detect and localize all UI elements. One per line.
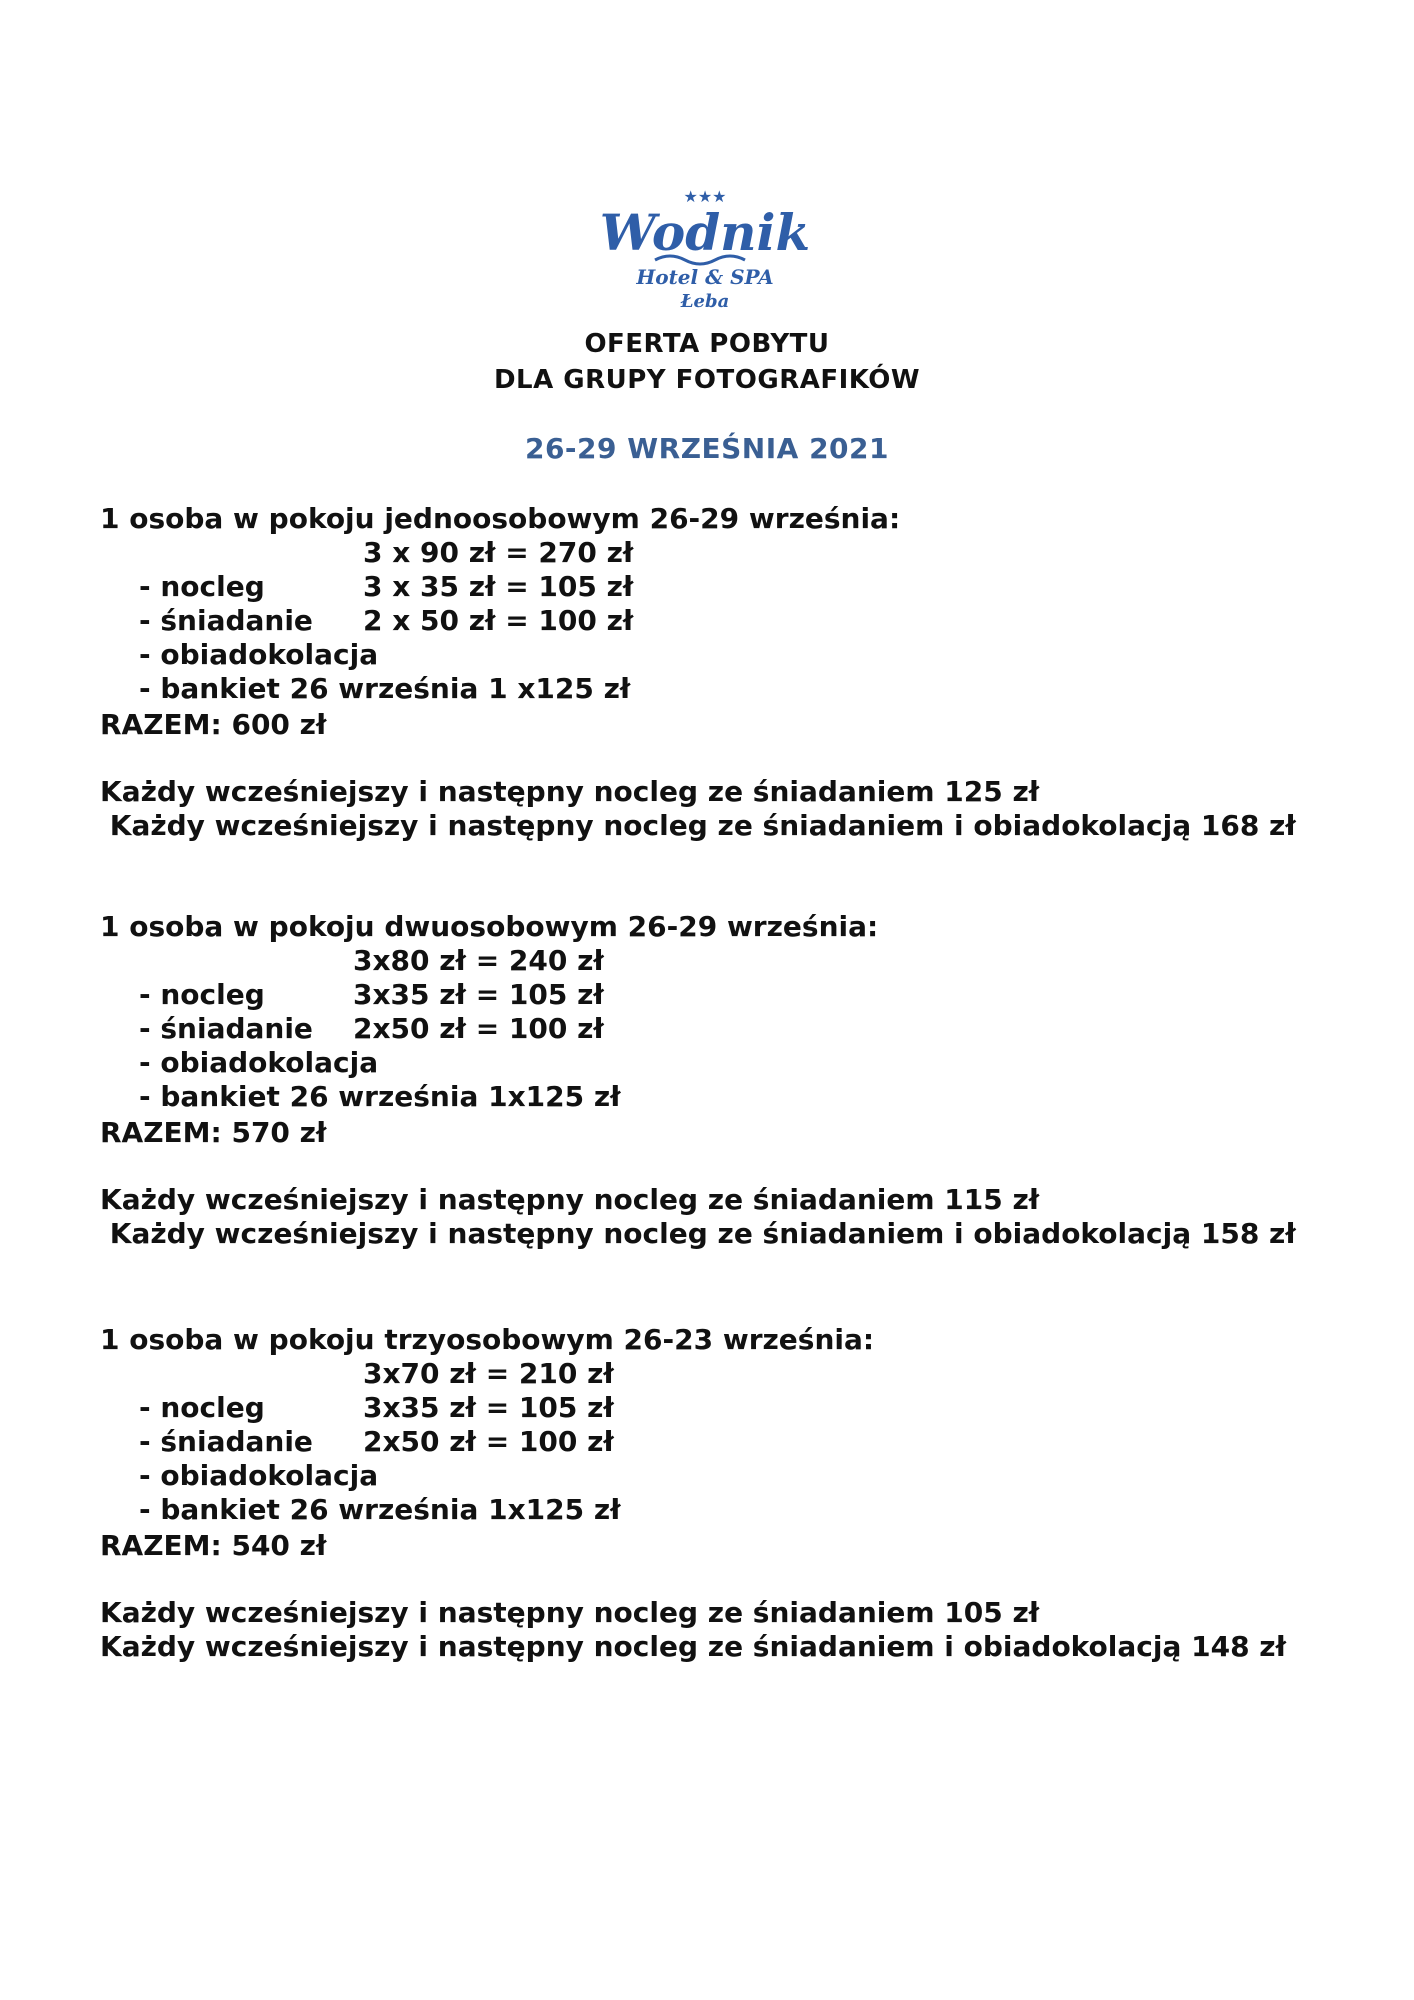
section-title: 1 osoba w pokoju dwuosobowym 26-29 września: [100, 910, 879, 943]
logo-brand: Wodnik [599, 203, 811, 262]
price-row-obiadokolacja [100, 1012, 1350, 1079]
item-label: - obiadokolacja [139, 1046, 379, 1079]
hotel-logo [595, 180, 815, 315]
price-row-obiadokolacja [100, 1425, 1350, 1492]
item-label: - śniadanie [139, 1425, 313, 1458]
extra-night-breakfast-note: Każdy wcześniejszy i następny nocleg ze śniadaniem 115 zł [100, 1183, 1040, 1216]
price-row-bankiet [100, 1046, 1350, 1113]
price-row-obiadokolacja [100, 604, 1350, 671]
item-calc: 3x70 zł = 210 zł [363, 1357, 614, 1390]
extra-night-breakfast-note: Każdy wcześniejszy i następny nocleg ze śniadaniem 105 zł [100, 1596, 1040, 1629]
item-calc: 3 x 35 zł = 105 zł [363, 570, 634, 603]
offer-subtitle: DLA GRUPY FOTOGRAFIKÓW [493, 365, 921, 395]
item-label: - śniadanie [139, 1012, 313, 1045]
item-calc: 2 x 50 zł = 100 zł [363, 604, 634, 637]
double-room-offer [100, 910, 1350, 1113]
section-title: 1 osoba w pokoju jednoosobowym 26-29 września: [100, 502, 901, 535]
total-triple: RAZEM: 540 zł [100, 1529, 327, 1562]
item-calc: 3x35 zł = 105 zł [353, 978, 604, 1011]
offer-title: OFERTA POBYTU [584, 329, 830, 359]
item-calc: 3 x 90 zł = 270 zł [363, 536, 634, 569]
item-label: - nocleg [139, 1391, 265, 1424]
item-label: - obiadokolacja [139, 638, 379, 671]
item-label: - bankiet 26 września 1 x125 zł [139, 672, 631, 705]
extra-night-dinner-note: Każdy wcześniejszy i następny nocleg ze śniadaniem i obiadokolacją 148 zł [100, 1630, 1286, 1663]
item-calc: 3x80 zł = 240 zł [353, 944, 604, 977]
item-label: - bankiet 26 września 1x125 zł [139, 1493, 621, 1526]
extra-night-dinner-note: Każdy wcześniejszy i następny nocleg ze śniadaniem i obiadokolacją 168 zł [100, 809, 1296, 842]
total-single: RAZEM: 600 zł [100, 708, 327, 741]
logo-subtitle: Hotel & SPA [636, 265, 774, 289]
item-label: - bankiet 26 września 1x125 zł [139, 1080, 621, 1113]
extra-night-dinner-note: Każdy wcześniejszy i następny nocleg ze śniadaniem i obiadokolacją 158 zł [100, 1217, 1296, 1250]
item-label: - śniadanie [139, 604, 313, 637]
item-label: - obiadokolacja [139, 1459, 379, 1492]
item-label: - nocleg [139, 978, 265, 1011]
item-label: - nocleg [139, 570, 265, 603]
offer-dates: 26-29 WRZEŚNIA 2021 [524, 432, 890, 465]
item-calc: 3x35 zł = 105 zł [363, 1391, 614, 1424]
triple-room-offer [100, 1323, 1350, 1526]
price-row-bankiet [100, 1459, 1350, 1526]
total-double: RAZEM: 570 zł [100, 1116, 327, 1149]
extra-night-breakfast-note: Każdy wcześniejszy i następny nocleg ze śniadaniem 125 zł [100, 775, 1040, 808]
single-room-offer [100, 502, 1350, 705]
wodnik-logo-graphic [595, 180, 815, 315]
logo-city: Łeba [680, 291, 730, 312]
logo-stars: ★★★ [683, 187, 727, 206]
section-title: 1 osoba w pokoju trzyosobowym 26-23 września: [100, 1323, 875, 1356]
price-row-bankiet [100, 638, 1350, 705]
item-calc: 2x50 zł = 100 zł [363, 1425, 614, 1458]
item-calc: 2x50 zł = 100 zł [353, 1012, 604, 1045]
